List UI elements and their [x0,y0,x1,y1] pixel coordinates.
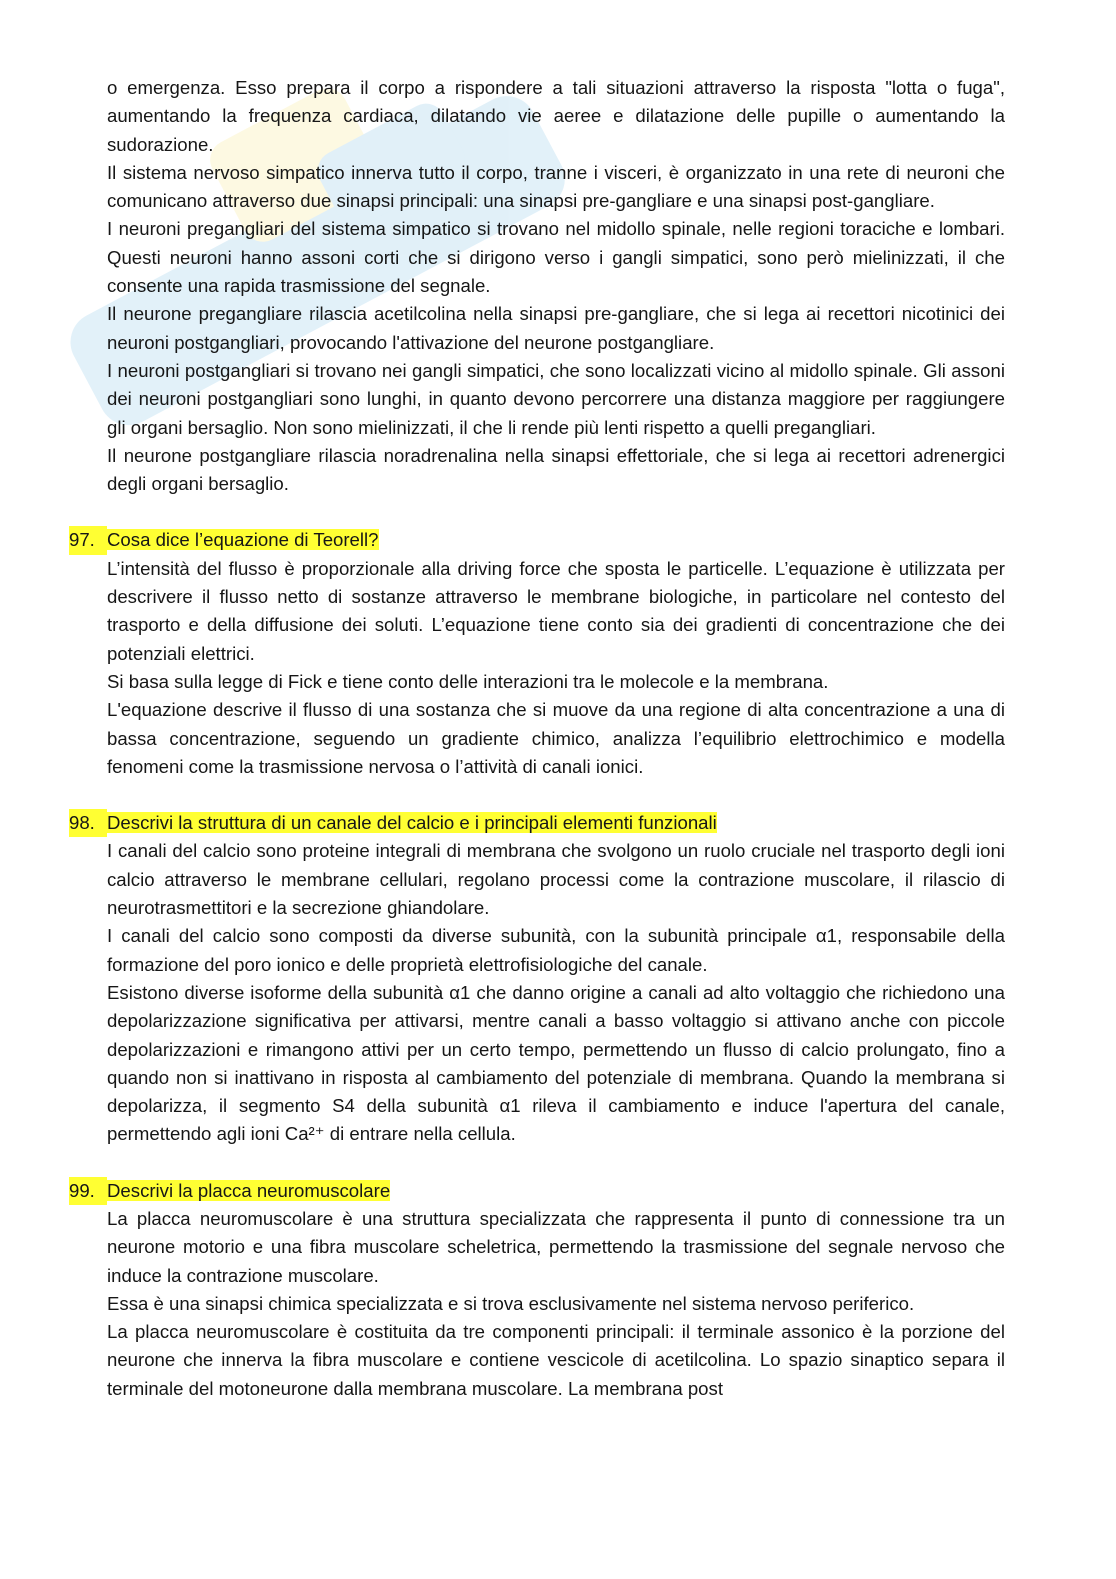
question-number: 99. [69,1177,107,1205]
question-title: Cosa dice l’equazione di Teorell? [107,529,379,551]
answer-paragraph: La placca neuromuscolare è costituita da tre componenti principali: il terminale assonico è la porzione del neurone che innerva la fibra muscolare e contiene vescicole di acetilcolina. Lo spazio sinaptico separa il terminale del motoneurone dalla membrana muscolare. La membrana post [107,1321,1005,1399]
answer-paragraph: I canali del calcio sono proteine integrali di membrana che svolgono un ruolo cruciale nel trasporto degli ioni calcio attraverso le membrane cellulari, regolano processi come la contrazione muscolare, il rilascio di neurotrasmettitori e la secrezione ghiandolare. [107,840,1005,919]
question-heading [69,1177,1005,1205]
question-title: Descrivi la struttura di un canale del calcio e i principali elementi funzionali [107,812,717,834]
document-page [69,74,1005,1403]
question-number: 97. [69,526,107,554]
intro-paragraph: Il sistema nervoso simpatico innerva tutto il corpo, tranne i visceri, è organizzato in una rete di neuroni che comunicano attraverso due sinapsi principali: una sinapsi pre-gangliare e una sinapsi post-gangliare. [107,161,1005,212]
intro-paragraph: o emergenza. Esso prepara il corpo a rispondere a tali situazioni attraverso la risposta "lotta o fuga", aumentando la frequenza cardiaca, dilatando vie aeree e dilatazione delle pupille o aumentando la sudorazione. [107,77,1005,155]
answer-paragraph: La placca neuromuscolare è una struttura specializzata che rappresenta il punto di connessione tra un neurone motorio e una fibra muscolare scheletrica, permettendo la trasmissione del segnale nervoso che induce la contrazione muscolare. [107,1207,1005,1286]
question-number: 98. [69,809,107,837]
answer-paragraph: Essa è una sinapsi chimica specializzata e si trova esclusivamente nel sistema nervoso periferico. [107,1292,915,1314]
intro-paragraph: Il neurone pregangliare rilascia acetilcolina nella sinapsi pre-gangliare, che si lega ai recettori nicotinici dei neuroni postgangliari, provocando l'attivazione del neurone postgangliare. [107,303,1005,353]
question-heading [69,809,1005,837]
intro-paragraph: I neuroni postgangliari si trovano nei gangli simpatici, che sono localizzati vicino al midollo spinale. Gli assoni dei neuroni postgangliari sono lunghi, in quanto devono percorrere una distanza maggiore per raggiungere gli organi bersaglio. Non sono mielinizzati, il che li rende più lenti rispetto a quelli pregangliari. [107,359,1005,438]
answer-paragraph: Si basa sulla legge di Fick e tiene conto delle interazioni tra le molecole e la membrana. [107,670,829,692]
answer-paragraph: L’intensità del flusso è proporzionale alla driving force che sposta le particelle. L’equazione è utilizzata per descrivere il flusso netto di sostanze attraverso le membrane biologiche, in particolare nel contesto del trasporto e della diffusione dei soluti. L’equazione tiene conto sia dei gradienti di concentrazione che dei potenziali elettrici. [107,557,1005,664]
answer-paragraph: L'equazione descrive il flusso di una sostanza che si muove da una regione di alta concentrazione a una di bassa concentrazione, seguendo un gradiente chimico, analizza l’equilibrio elettrochimico e modella fenomeni come la trasmissione nervosa o l’attività di canali ionici. [107,699,1005,777]
answer-paragraph: Esistono diverse isoforme della subunità α1 che danno origine a canali ad alto voltaggio che richiedono una depolarizzazione significativa per attivarsi, mentre canali a basso voltaggio si attivano anche con piccole depolarizzazioni e rimangono attivi per un certo tempo, permettendo un flusso di calcio prolungato, fino a quando non si inattivano in risposta al cambiamento del potenziale di membrana. Quando la membrana si depolarizza, il segmento S4 della subunità α1 rileva il cambiamento e induce l'apertura del canale, permettendo agli ioni Ca²⁺ di entrare nella cellula. [107,981,1005,1145]
intro-paragraph: I neuroni pregangliari del sistema simpatico si trovano nel midollo spinale, nelle regioni toraciche e lombari. Questi neuroni hanno assoni corti che si dirigono verso i gangli simpatici, sono però mielinizzati, il che consente una rapida trasmissione del segnale. [107,218,1005,297]
question-heading [69,526,1005,554]
answer-paragraph: I canali del calcio sono composti da diverse subunità, con la subunità principale α1, responsabile della formazione del poro ionico e delle proprietà elettrofisiologiche del canale. [107,925,1005,975]
intro-paragraph: Il neurone postgangliare rilascia noradrenalina nella sinapsi effettoriale, che si lega ai recettori adrenergici degli organi bersaglio. [107,444,1005,495]
question-title: Descrivi la placca neuromuscolare [107,1179,391,1201]
